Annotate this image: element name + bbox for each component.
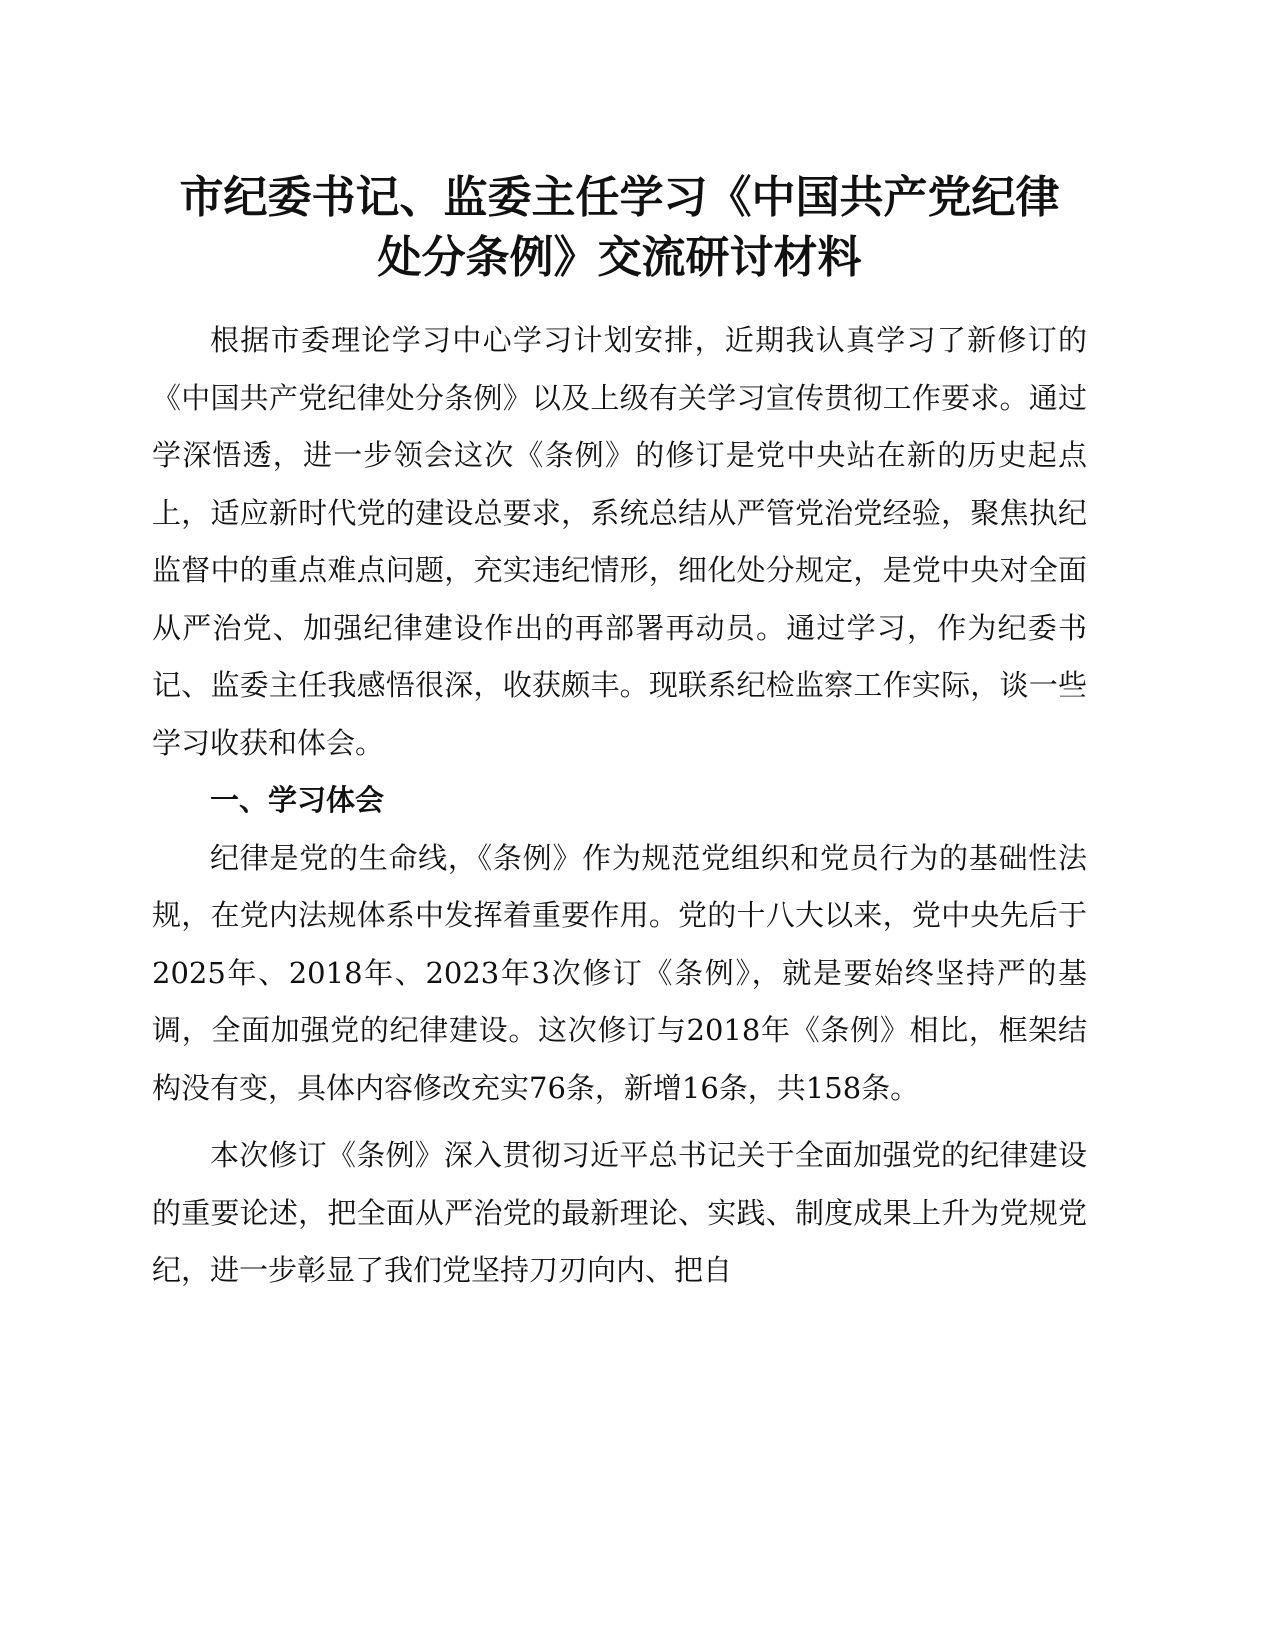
section-heading-1: 一、学习体会 xyxy=(210,783,385,817)
section1-paragraph-2: 本次修订《条例》深入贯彻习近平总书记关于全面加强党的纪律建设的重要论述，把全面从严治党的最新理论、实践、制度成果上升为党规党纪，进一步彰显了我们党坚持刀刃向内、把自 xyxy=(152,1138,1087,1287)
document-title-line2: 处分条例》交流研讨材料 xyxy=(377,232,862,283)
document-page xyxy=(152,168,1087,1300)
section1-paragraph-1: 纪律是党的生命线，《条例》作为规范党组织和党员行为的基础性法规，在党内法规体系中发挥着重要作用。党的十八大以来，党中央先后于2025年、2018年、2023年3次修订《条例》，就是要始终坚持严的基调，全面加强党的纪律建设。这次修订与2018年《条例》相比，框架结构没有变，具体内容修改充实76条，新增16条，共158条。 xyxy=(152,840,1087,1105)
document-title-line1: 市纪委书记、监委主任学习《中国共产党纪律 xyxy=(179,172,1060,223)
document-title xyxy=(152,168,1087,288)
intro-paragraph: 根据市委理论学习中心学习计划安排，近期我认真学习了新修订的《中国共产党纪律处分条例》以及上级有关学习宣传贯彻工作要求。通过学深悟透，进一步领会这次《条例》的修订是党中央站在新的历史起点上，适应新时代党的建设总要求，系统总结从严管党治党经验，聚焦执纪监督中的重点难点问题，充实违纪情形，细化处分规定，是党中央对全面从严治党、加强纪律建设作出的再部署再动员。通过学习，作为纪委书记、监委主任我感悟很深，收获颇丰。现联系纪检监察工作实际，谈一些学习收获和体会。 xyxy=(152,323,1087,760)
paragraph-gap xyxy=(152,1117,1087,1127)
